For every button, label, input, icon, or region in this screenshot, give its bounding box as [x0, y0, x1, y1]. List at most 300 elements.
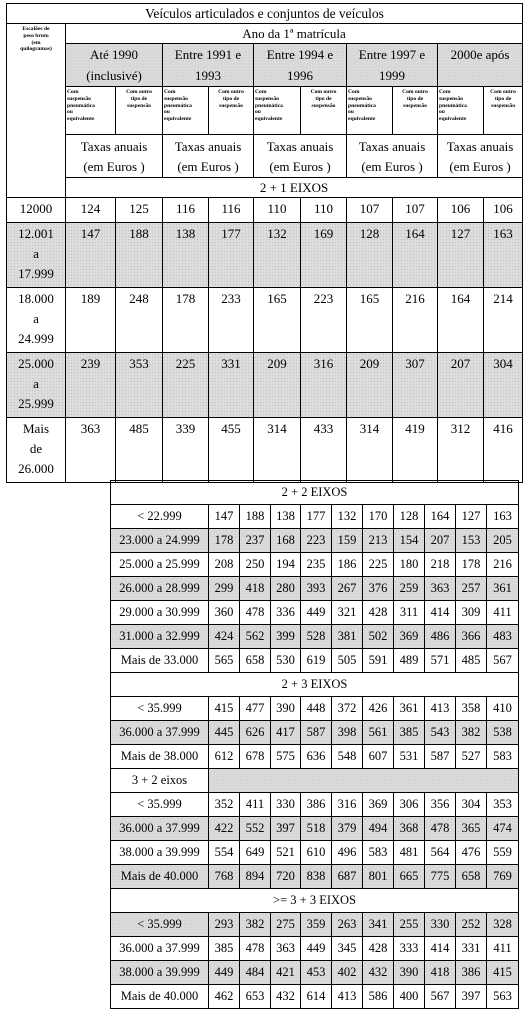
tax-value: 421 [271, 961, 301, 985]
tax-value: 257 [456, 577, 487, 601]
year-line-2: 1993 [195, 68, 221, 83]
tax-value: 530 [271, 649, 301, 673]
tax-value: 583 [487, 745, 519, 769]
tax-value: 653 [240, 985, 271, 1009]
tax-value: 163 [487, 505, 519, 529]
tax-value: 658 [456, 865, 487, 889]
tax-value: 415 [487, 961, 519, 985]
section-title: 2 + 2 EIXOS [111, 481, 519, 505]
tax-value: 485 [456, 649, 487, 673]
table-row [7, 288, 523, 353]
tax-value: 306 [394, 793, 425, 817]
tax-value: 307 [393, 353, 438, 418]
suspension-pneumatic-header [66, 87, 116, 135]
text-line: 12.001 [18, 226, 54, 241]
tax-value: 369 [363, 793, 394, 817]
tax-line-1: Taxas anuais [446, 139, 514, 154]
suspension-pneumatic-header [438, 87, 484, 135]
tax-value: 418 [240, 577, 271, 601]
suspension-other-header [301, 87, 347, 135]
tax-value: 178 [163, 288, 209, 353]
tax-value: 188 [240, 505, 271, 529]
tax-value: 331 [456, 937, 487, 961]
text-line: de [29, 441, 43, 456]
weight-band [7, 198, 66, 223]
weight-band: 25.000 a 25.999 [111, 553, 209, 577]
table-row [111, 913, 519, 937]
table-row [111, 961, 519, 985]
tax-value: 543 [425, 721, 456, 745]
table-row [111, 841, 519, 865]
tax-value: 801 [363, 865, 394, 889]
weight-band: < 35.999 [111, 793, 209, 817]
text-line: ou [255, 109, 261, 116]
tax-value: 360 [209, 601, 240, 625]
tax-value: 455 [209, 418, 254, 483]
weight-band: 38.000 a 39.999 [111, 841, 209, 865]
section-header-row [111, 769, 519, 793]
text-line: Com outro [490, 89, 516, 95]
tax-value: 393 [301, 577, 332, 601]
tax-value: 414 [425, 937, 456, 961]
table-row [7, 418, 523, 483]
tax-value: 411 [487, 601, 519, 625]
year-line-1: Até 1990 [89, 47, 139, 62]
tax-value: 309 [456, 601, 487, 625]
section-header-row [111, 673, 519, 697]
weight-band: < 22.999 [111, 505, 209, 529]
tax-value: 336 [271, 601, 301, 625]
tax-value: 116 [163, 198, 209, 223]
text-line: tipo de [315, 95, 332, 102]
tax-value: 418 [425, 961, 456, 985]
tax-value: 411 [240, 793, 271, 817]
tax-value: 478 [240, 601, 271, 625]
year-group-header [254, 44, 347, 87]
tax-value: 314 [254, 418, 301, 483]
tax-value: 428 [363, 937, 394, 961]
tax-value: 505 [332, 649, 363, 673]
tax-value: 333 [394, 937, 425, 961]
tax-value: 165 [254, 288, 301, 353]
tax-line-1: Taxas anuais [174, 139, 242, 154]
tax-value: 583 [363, 841, 394, 865]
text-line: equivalente [348, 116, 376, 123]
suspension-pneumatic-header [347, 87, 393, 135]
year-line-2 [438, 65, 522, 86]
weight-band: 36.000 a 37.999 [111, 937, 209, 961]
tax-value: 397 [271, 817, 301, 841]
tax-value: 164 [438, 288, 484, 353]
text-line: pneumática [164, 102, 192, 109]
tax-value: 410 [487, 697, 519, 721]
table-row [111, 625, 519, 649]
tax-line-2: (em Euros ) [361, 159, 423, 174]
tax-value: 610 [301, 841, 332, 865]
suspension-pneumatic-header [254, 87, 301, 135]
text-line: Escalões de [22, 26, 50, 32]
tax-value: 485 [116, 418, 163, 483]
tax-value: 180 [394, 553, 425, 577]
tax-value: 293 [209, 913, 240, 937]
tax-value: 445 [209, 721, 240, 745]
tax-header [254, 135, 347, 178]
tax-value: 205 [487, 529, 519, 553]
tax-value: 422 [209, 817, 240, 841]
tax-value: 586 [363, 985, 394, 1009]
weight-band-header [7, 24, 66, 198]
text-line: a [33, 311, 39, 326]
tax-value: 561 [363, 721, 394, 745]
weight-band: 36.000 a 37.999 [111, 721, 209, 745]
tax-value: 385 [209, 937, 240, 961]
tax-value: 453 [301, 961, 332, 985]
text-line: suspensão [348, 95, 372, 102]
text-line: pneumática [439, 102, 467, 109]
tax-value: 386 [456, 961, 487, 985]
tax-value: 449 [301, 601, 332, 625]
text-line: Com outro [126, 89, 152, 95]
tax-value: 225 [163, 353, 209, 418]
suspension-other-header [484, 87, 523, 135]
tax-value: 363 [425, 577, 456, 601]
tax-value: 607 [363, 745, 394, 769]
tax-value: 376 [363, 577, 394, 601]
tax-value: 138 [271, 505, 301, 529]
text-line: quilogramas) [20, 46, 52, 53]
tax-value: 361 [394, 697, 425, 721]
tax-value: 168 [271, 529, 301, 553]
tax-value: 304 [456, 793, 487, 817]
tax-value: 413 [425, 697, 456, 721]
tax-value: 186 [332, 553, 363, 577]
text-line: (em [31, 39, 41, 46]
tax-value: 382 [240, 913, 271, 937]
weight-band: Mais de 40.000 [111, 985, 209, 1009]
tax-value: 413 [332, 985, 363, 1009]
tax-value: 552 [240, 817, 271, 841]
section-filler [209, 769, 519, 793]
tax-line-2: (em Euros ) [177, 159, 239, 174]
text-line: tipo de [494, 95, 512, 102]
tax-value: 390 [394, 961, 425, 985]
tax-value: 489 [394, 649, 425, 673]
text-line: pneumática [255, 102, 283, 109]
text-line: pneumática [67, 102, 95, 109]
year-line-1: Entre 1991 e [174, 47, 242, 62]
tax-value: 372 [332, 697, 363, 721]
weight-band [7, 418, 66, 483]
tax-value: 400 [394, 985, 425, 1009]
tax-value: 311 [394, 601, 425, 625]
text-line: 12000 [19, 201, 53, 216]
table-row [111, 697, 519, 721]
table-2-plus-1 [6, 3, 523, 483]
weight-band: 31.000 a 32.999 [111, 625, 209, 649]
tax-value: 414 [425, 601, 456, 625]
tax-value: 474 [487, 817, 519, 841]
tax-value: 259 [394, 577, 425, 601]
year-group-header [438, 44, 523, 87]
tax-value: 563 [487, 985, 519, 1009]
text-line: ou [348, 109, 354, 116]
tax-value: 331 [209, 353, 254, 418]
tax-value: 106 [484, 198, 523, 223]
tax-value: 154 [394, 529, 425, 553]
tax-value: 263 [332, 913, 363, 937]
section-title: >= 3 + 3 EIXOS [111, 889, 519, 913]
tax-line-2: (em Euros ) [449, 159, 511, 174]
tax-value: 316 [301, 353, 347, 418]
tax-value: 626 [240, 721, 271, 745]
tax-value: 619 [301, 649, 332, 673]
text-line: Com outro [402, 89, 428, 95]
tax-value: 614 [301, 985, 332, 1009]
tax-value: 366 [456, 625, 487, 649]
tax-value: 381 [332, 625, 363, 649]
tax-value: 153 [456, 529, 487, 553]
tax-value: 575 [271, 745, 301, 769]
tax-value: 239 [66, 353, 116, 418]
weight-band: Mais de 33.000 [111, 649, 209, 673]
section-title: 2 + 1 EIXOS [66, 178, 523, 198]
weight-band: 38.000 a 39.999 [111, 961, 209, 985]
tax-value: 363 [271, 937, 301, 961]
text-line: a [33, 376, 39, 391]
tax-value: 188 [116, 223, 163, 288]
tax-value: 769 [487, 865, 519, 889]
table-row [111, 529, 519, 553]
tax-value: 385 [394, 721, 425, 745]
tax-value: 345 [332, 937, 363, 961]
table-other-axles [110, 480, 519, 1009]
text-line: suspensão [255, 95, 279, 102]
tax-value: 107 [347, 198, 393, 223]
tax-header [438, 135, 523, 178]
tax-value: 216 [487, 553, 519, 577]
tax-value: 428 [363, 601, 394, 625]
text-line: a [33, 246, 39, 261]
tax-value: 424 [209, 625, 240, 649]
tax-value: 567 [425, 985, 456, 1009]
tax-value: 528 [301, 625, 332, 649]
tax-value: 128 [347, 223, 393, 288]
text-line: tipo de [406, 95, 424, 102]
table-row [111, 553, 519, 577]
tax-value: 267 [332, 577, 363, 601]
tax-line-2: (em Euros ) [269, 159, 331, 174]
text-line: suspensão [311, 102, 336, 109]
text-line: equivalente [439, 116, 467, 123]
text-line: equivalente [164, 116, 192, 123]
tax-value: 110 [254, 198, 301, 223]
tax-value: 223 [301, 288, 347, 353]
tax-value: 838 [301, 865, 332, 889]
text-line: ou [439, 109, 445, 116]
table-row [111, 745, 519, 769]
text-line: ou [164, 109, 170, 116]
tax-value: 426 [363, 697, 394, 721]
text-line: 18.000 [18, 291, 54, 306]
text-line: 26.000 [18, 461, 54, 476]
section-title: 2 + 3 EIXOS [111, 673, 519, 697]
tax-value: 417 [271, 721, 301, 745]
text-line: suspensão [439, 95, 463, 102]
tax-value: 433 [301, 418, 347, 483]
tax-value: 894 [240, 865, 271, 889]
tax-value: 207 [438, 353, 484, 418]
text-line: 17.999 [18, 266, 54, 281]
tax-value: 218 [425, 553, 456, 577]
weight-band: 29.000 a 30.999 [111, 601, 209, 625]
tax-value: 477 [240, 697, 271, 721]
tax-value: 194 [271, 553, 301, 577]
tax-value: 341 [363, 913, 394, 937]
table-row [111, 817, 519, 841]
tax-value: 687 [332, 865, 363, 889]
year-line-1: Entre 1994 e [266, 47, 334, 62]
tax-value: 127 [456, 505, 487, 529]
tax-value: 328 [487, 913, 519, 937]
tax-value: 365 [456, 817, 487, 841]
tax-value: 352 [209, 793, 240, 817]
table-title: Veículos articulados e conjuntos de veículos [7, 4, 523, 24]
text-line: Com [439, 89, 451, 95]
text-line: Com [67, 89, 79, 95]
weight-band [7, 223, 66, 288]
table-row [111, 721, 519, 745]
tax-value: 235 [301, 553, 332, 577]
tax-value: 432 [271, 985, 301, 1009]
tax-header [66, 135, 163, 178]
tax-value: 216 [393, 288, 438, 353]
tax-value: 189 [66, 288, 116, 353]
text-line: tipo de [130, 95, 148, 102]
text-line: Com outro [218, 89, 244, 95]
text-line: suspensão [491, 102, 515, 109]
tax-value: 587 [301, 721, 332, 745]
tax-value: 665 [394, 865, 425, 889]
tax-value: 316 [332, 793, 363, 817]
section-header-row [111, 481, 519, 505]
tax-value: 275 [271, 913, 301, 937]
tax-value: 125 [116, 198, 163, 223]
tax-value: 280 [271, 577, 301, 601]
tax-value: 314 [347, 418, 393, 483]
tax-value: 554 [209, 841, 240, 865]
tax-value: 538 [487, 721, 519, 745]
tax-value: 476 [456, 841, 487, 865]
table-row [111, 985, 519, 1009]
tax-value: 124 [66, 198, 116, 223]
tax-value: 494 [363, 817, 394, 841]
tax-value: 363 [66, 418, 116, 483]
tax-value: 483 [487, 625, 519, 649]
tax-value: 330 [271, 793, 301, 817]
tax-value: 250 [240, 553, 271, 577]
text-line: 25.000 [18, 356, 54, 371]
table-row [111, 649, 519, 673]
weight-band: Mais de 40.000 [111, 865, 209, 889]
weight-band: < 35.999 [111, 697, 209, 721]
tax-line-1: Taxas anuais [266, 139, 334, 154]
tax-value: 518 [301, 817, 332, 841]
tax-value: 571 [425, 649, 456, 673]
tax-value: 353 [116, 353, 163, 418]
text-line: Com outro [310, 89, 337, 95]
tax-value: 559 [487, 841, 519, 865]
tax-value: 147 [66, 223, 116, 288]
table-row [111, 937, 519, 961]
tax-value: 768 [209, 865, 240, 889]
tax-value: 462 [209, 985, 240, 1009]
tax-value: 178 [209, 529, 240, 553]
table-row [111, 601, 519, 625]
weight-band [7, 353, 66, 418]
tax-value: 496 [332, 841, 363, 865]
table-row [111, 865, 519, 889]
tax-value: 132 [254, 223, 301, 288]
tax-value: 649 [240, 841, 271, 865]
weight-band [7, 288, 66, 353]
tax-value: 531 [394, 745, 425, 769]
tax-value: 237 [240, 529, 271, 553]
tax-value: 255 [394, 913, 425, 937]
tax-value: 207 [425, 529, 456, 553]
tax-value: 209 [254, 353, 301, 418]
tax-value: 132 [332, 505, 363, 529]
tax-value: 163 [484, 223, 523, 288]
text-line: 25.999 [18, 396, 54, 411]
table-row [7, 353, 523, 418]
tax-value: 208 [209, 553, 240, 577]
year-line-1: Entre 1997 e [358, 47, 426, 62]
text-line: suspensão [403, 102, 427, 109]
tax-value: 214 [484, 288, 523, 353]
tax-value: 478 [425, 817, 456, 841]
tax-value: 527 [456, 745, 487, 769]
text-line: Mais [23, 421, 49, 436]
tax-value: 223 [301, 529, 332, 553]
tax-value: 720 [271, 865, 301, 889]
tax-value: 213 [363, 529, 394, 553]
tax-value: 178 [456, 553, 487, 577]
tax-value: 361 [487, 577, 519, 601]
year-group-header [347, 44, 438, 87]
tax-value: 449 [301, 937, 332, 961]
text-line: 24.999 [18, 331, 54, 346]
table-row [111, 505, 519, 529]
tax-value: 312 [438, 418, 484, 483]
table-row [7, 198, 523, 223]
text-line: Com [255, 89, 267, 95]
tax-value: 339 [163, 418, 209, 483]
year-line-2: 1999 [379, 68, 405, 83]
weight-band: < 35.999 [111, 913, 209, 937]
text-line: Com [164, 89, 176, 95]
section-title: 3 + 2 eixos [111, 769, 209, 793]
tax-value: 110 [301, 198, 347, 223]
table-row [111, 793, 519, 817]
tax-value: 416 [484, 418, 523, 483]
tax-value: 128 [394, 505, 425, 529]
tax-value: 304 [484, 353, 523, 418]
tax-header [347, 135, 438, 178]
tax-value: 359 [301, 913, 332, 937]
tax-value: 358 [456, 697, 487, 721]
tax-value: 562 [240, 625, 271, 649]
tax-value: 127 [438, 223, 484, 288]
